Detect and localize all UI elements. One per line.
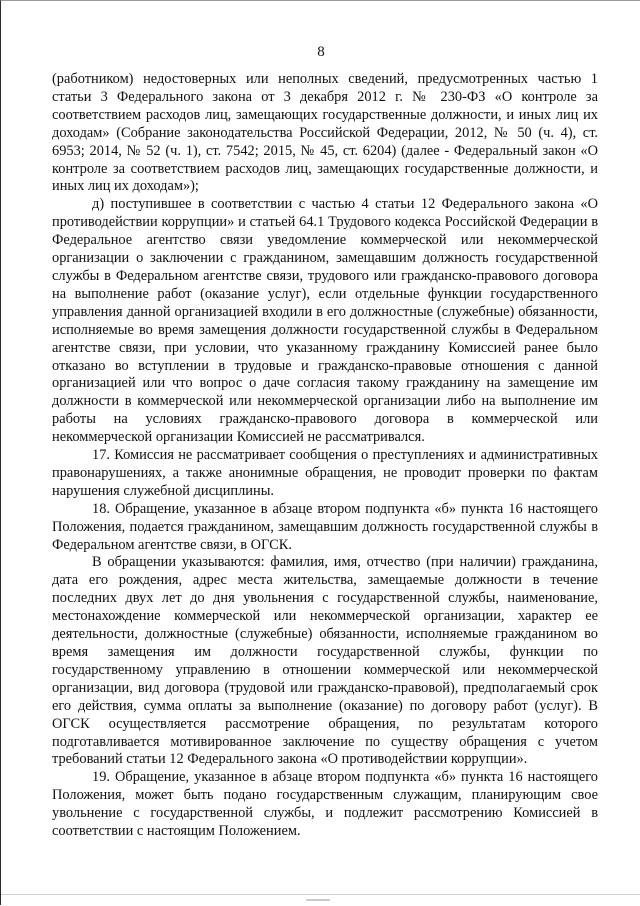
paragraph-subitem-d: д) поступившее в соответствии с частью 4 статьи 12 Федерального закона «О противодействии коррупции» и статьей 64.1 Трудового кодекса Российской Федерации в Федеральное агентство связи уведомление коммерческой или некоммерческой организации о заключении с гражданином, замещавшим должность государственной службы в Федеральном агентстве связи, трудового или гражданско-правового договора на выполнение работ (оказание услуг), если отдельные функции государственного управления данной организацией входили в его должностные (служебные) обязанности, исполняемые во время замещения должности государственной службы в Федеральном агентстве связи, при условии, что указанному гражданину Комиссией ранее было отказано во вступлении в трудовые и гражданско-правовые отношения с данной организацией или что вопрос о даче согласия такому гражданину на замещение им должности в коммерческой или некоммерческой организации либо на выполнение им работы на условиях гражданско-правового договора в коммерческой или некоммерческой организации Комиссией не рассматривался. xyxy=(52,196,598,446)
page-number: 8 xyxy=(317,44,325,60)
paragraph-item-17: 17. Комиссия не рассматривает сообщения о преступлениях и административных правонарушениях, а также анонимные обращения, не проводит проверки по фактам нарушения служебной дисциплины. xyxy=(52,447,598,499)
scan-bottom-edge xyxy=(1,894,640,906)
paragraph-appeal-contents: В обращении указываются: фамилия, имя, отчество (при наличии) гражданина, дата его рождения, адрес места жительства, замещаемые должности в течение последних двух лет до дня увольнения с государственной службы, наименование, местонахождение коммерческой или некоммерческой организации, характер ее деятельности, должностные (служебные) обязанности, исполняемые гражданином во время замещения им должности государственной службы, функции по государственному управлению в отношении коммерческой или некоммерческой организации, вид договора (трудовой или гражданско-правовой), предполагаемый срок его действия, сумма оплаты за выполнение (оказание) по договору работ (услуг). В ОГСК осуществляется рассмотрение обращения, по результатам которого подготавливается мотивированное заключение по существу обращения с учетом требований статьи 12 Федерального закона «О противодействии коррупции». xyxy=(52,554,598,768)
paragraph-continuation: (работником) недостоверных или неполных сведений, предусмотренных частью 1 статьи 3 Федерального закона от 3 декабря 2012 г. № 230-ФЗ «О контроле за соответствием расходов лиц, замещающих государственные должности, и иных лиц их доходам» (Собрание законодательства Российской Федерации, 2012, № 50 (ч. 4), ст. 6953; 2014, № 52 (ч. 1), ст. 7542; 2015, № 45, ст. 6204) (далее - Федеральный закон «О контроле за соответствием расходов лиц, замещающих государственные должности, и иных лиц их доходам»); xyxy=(52,71,598,195)
paragraph-item-18: 18. Обращение, указанное в абзаце втором подпункта «б» пункта 16 настоящего Положения, подается гражданином, замещавшим должность государственной службы в Федеральном агентстве связи, в ОГСК. xyxy=(52,500,598,553)
paragraph-item-19: 19. Обращение, указанное в абзаце втором подпункта «б» пункта 16 настоящего Положения, может быть подано государственным служащим, планирующим свое увольнение с государственной службы, и подлежит рассмотрению Комиссией в соответствии с настоящим Положением. xyxy=(52,769,598,840)
document-body xyxy=(52,71,598,841)
